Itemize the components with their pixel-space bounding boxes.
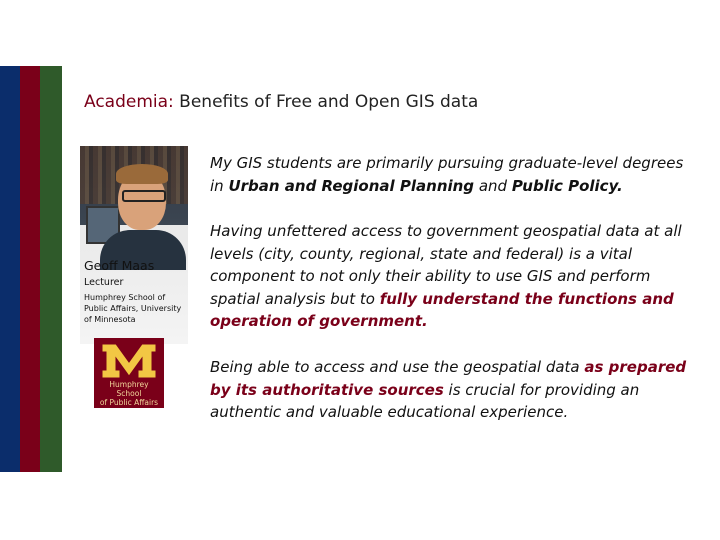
profile-school: Humphrey School of Public Affairs, University of Minnesota [84, 293, 182, 324]
stripe-maroon [20, 66, 40, 472]
university-logo [94, 338, 164, 408]
slide-title [84, 92, 478, 112]
profile-role: Lecturer [84, 277, 124, 288]
logo-line1: Humphrey School [109, 380, 149, 398]
stripe-green [40, 66, 62, 472]
p1-bold-d: Public Policy. [511, 176, 623, 195]
p3-text-a: Being able to access and use the geospatial data [210, 358, 585, 376]
m-logo-icon [98, 340, 160, 380]
p3-highlight: as prepared by its authoritative sources [210, 358, 687, 399]
logo-text [96, 380, 162, 407]
p2-text-a: Having unfettered access to government geospatial data at all levels (city, county, regional, state and federal) is a vital component to not only their ability to use GIS and perform spatial analysis but to [210, 222, 682, 308]
logo-line2: of Public Affairs [99, 398, 159, 407]
title-rest: Benefits of Free and Open GIS data [173, 92, 479, 112]
stripe-navy [0, 66, 20, 472]
title-prefix: Academia: [84, 92, 174, 112]
p1-text-a: My GIS students are primarily pursuing graduate-level degrees in [210, 154, 684, 195]
p2-highlight: fully understand the functions and operation of government. [210, 289, 674, 330]
paragraph-access [210, 220, 690, 333]
glasses [122, 190, 166, 202]
person-hair [116, 164, 168, 184]
p1-text-c: and [474, 176, 512, 195]
paragraph-authoritative [210, 356, 690, 424]
paragraph-students [210, 152, 690, 197]
profile-name: Geoff Maas [84, 258, 155, 273]
p1-bold-b: Urban and Regional Planning [228, 176, 475, 195]
p3-text-c: is crucial for providing an authentic and valuable educational experience. [210, 380, 640, 421]
